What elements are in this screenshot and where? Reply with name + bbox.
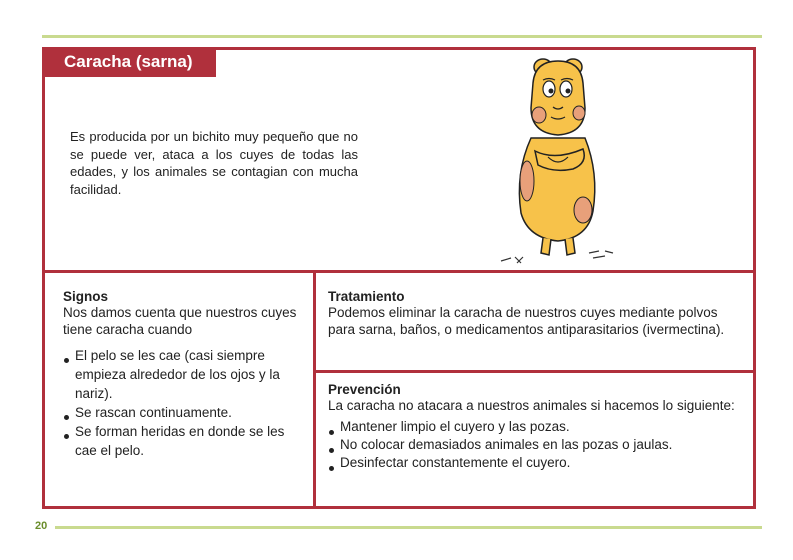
signos-section [63,289,303,460]
top-rule [42,35,762,38]
divider-horizontal [42,270,756,273]
prevencion-lead: La caracha no atacara a nuestros animales si hacemos lo siguiente: [328,398,735,413]
guinea-pig-illustration [493,53,623,268]
signos-list [63,346,303,460]
page-number: 20 [35,520,48,532]
list-item: Desinfectar constantemente el cuyero. [328,454,742,472]
divider-right [313,370,756,373]
list-item: Se rascan continuamente. [63,403,303,422]
intro-paragraph: Es producida por un bichito muy pequeño que no se puede ver, ataca a los cuyes de todas las edades, y los animales se contagian con mucha facilidad. [70,129,358,197]
bottom-rule [55,526,762,529]
list-item: Mantener limpio el cuyero y las pozas. [328,418,742,436]
prevencion-section [328,382,742,472]
list-item: El pelo se les cae (casi siempre empieza alrededor de los ojos y la nariz). [63,346,303,403]
tratamiento-section [328,289,742,338]
list-item: Se forman heridas en donde se les cae el pelo. [63,422,303,460]
tratamiento-text: Podemos eliminar la caracha de nuestros cuyes mediante polvos para sarna, baños, o medicamentos antiparasitarios (ivermectina). [328,305,725,337]
signos-heading: Signos [63,289,109,304]
tratamiento-heading: Tratamiento [328,289,405,304]
prevencion-heading: Prevención [328,382,401,397]
list-item: No colocar demasiados animales en las pozas o jaulas. [328,436,742,454]
prevencion-list [328,418,742,472]
signos-lead: Nos damos cuenta que nuestros cuyes tiene caracha cuando [63,305,297,337]
page-title: Caracha (sarna) [42,47,216,77]
divider-vertical [313,270,316,509]
